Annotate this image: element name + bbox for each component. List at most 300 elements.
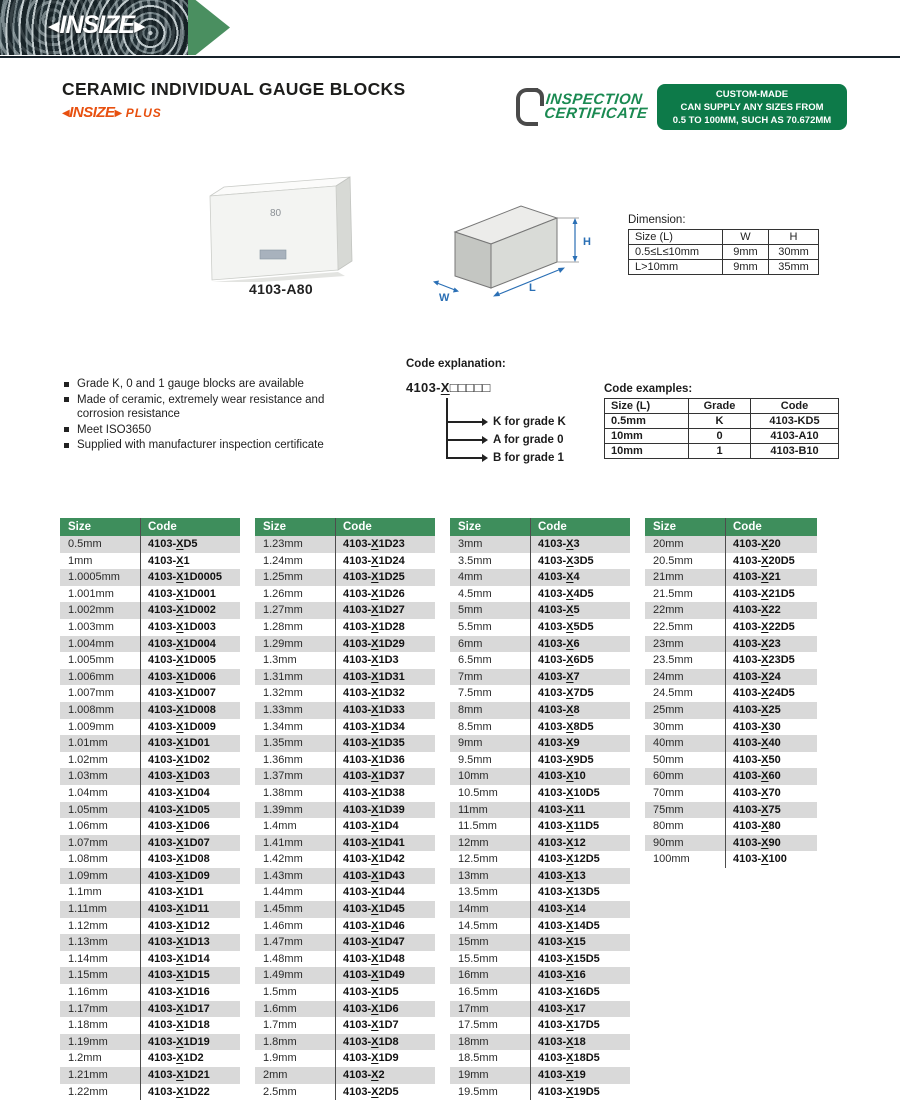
dim-l-label: L bbox=[529, 282, 536, 294]
code-cell: 4103-X5D5 bbox=[530, 619, 630, 636]
size-cell: 7mm bbox=[458, 670, 483, 683]
size-code-row bbox=[60, 553, 240, 570]
size-code-row bbox=[60, 536, 240, 553]
size-code-row bbox=[450, 586, 630, 603]
code-cell: 4103-X18 bbox=[530, 1034, 630, 1051]
code-cell: 4103-X1 bbox=[140, 553, 240, 570]
size-cell: 1.43mm bbox=[263, 869, 303, 882]
size-cell: 1.34mm bbox=[263, 720, 303, 733]
code-cell: 4103-X1D1 bbox=[140, 884, 240, 901]
size-code-row bbox=[255, 851, 435, 868]
size-code-row bbox=[645, 586, 817, 603]
size-cell: 100mm bbox=[653, 853, 690, 866]
code-cell: 4103-X19D5 bbox=[530, 1084, 630, 1101]
size-code-row bbox=[645, 851, 817, 868]
code-cell: 4103-X1D4 bbox=[335, 818, 435, 835]
size-code-row bbox=[60, 735, 240, 752]
code-cell: 4103-X23D5 bbox=[725, 652, 817, 669]
size-cell: 1.44mm bbox=[263, 886, 303, 899]
size-cell: 1.42mm bbox=[263, 853, 303, 866]
column-header: Size (L) bbox=[605, 399, 689, 414]
code-cell: 4103-X1D37 bbox=[335, 768, 435, 785]
code-cell: 4103-X1D43 bbox=[335, 868, 435, 885]
size-cell: 0.5mm bbox=[68, 538, 102, 550]
code-cell: 4103-X1D11 bbox=[140, 901, 240, 918]
size-code-row bbox=[255, 785, 435, 802]
code-cell: 4103-X1D45 bbox=[335, 901, 435, 918]
table-row: 10mm 0 4103-A10 bbox=[605, 429, 839, 444]
code-cell: 4103-X1D13 bbox=[140, 934, 240, 951]
size-code-row bbox=[60, 719, 240, 736]
size-code-row bbox=[255, 619, 435, 636]
feature-item: Supplied with manufacturer inspection certificate bbox=[64, 438, 366, 453]
size-code-row bbox=[450, 1050, 630, 1067]
size-code-row bbox=[255, 685, 435, 702]
size-code-row bbox=[450, 735, 630, 752]
size-code-row bbox=[60, 602, 240, 619]
size-code-row bbox=[60, 851, 240, 868]
size-code-row bbox=[60, 702, 240, 719]
legend-branch: A for grade 0 bbox=[446, 434, 564, 446]
code-cell: 4103-X1D24 bbox=[335, 553, 435, 570]
code-cell: 4103-X1D25 bbox=[335, 569, 435, 586]
size-code-row bbox=[450, 569, 630, 586]
code-cell: 4103-X1D32 bbox=[335, 685, 435, 702]
size-code-row bbox=[450, 619, 630, 636]
table-row: 0.5≤L≤10mm 9mm 30mm bbox=[629, 245, 819, 260]
size-cell: 1.11mm bbox=[68, 903, 107, 916]
arrow-right-icon bbox=[482, 418, 488, 426]
size-cell: 1.16mm bbox=[68, 986, 108, 999]
size-cell: 1.005mm bbox=[68, 654, 114, 667]
feature-list bbox=[64, 377, 366, 454]
column-header: W bbox=[723, 230, 769, 245]
size-code-row bbox=[255, 967, 435, 984]
size-code-row bbox=[645, 536, 817, 553]
code-cell: 4103-X6 bbox=[530, 636, 630, 653]
size-cell: 13.5mm bbox=[458, 886, 498, 899]
size-code-row bbox=[60, 1001, 240, 1018]
size-code-row bbox=[450, 636, 630, 653]
size-cell: 21.5mm bbox=[653, 587, 693, 600]
code-cell: 4103-X11 bbox=[530, 802, 630, 819]
size-cell: 14.5mm bbox=[458, 919, 498, 932]
size-cell: 1.009mm bbox=[68, 720, 114, 733]
size-cell: 1.001mm bbox=[68, 587, 114, 600]
size-cell: 6mm bbox=[458, 637, 483, 650]
size-cell: 50mm bbox=[653, 753, 684, 766]
size-cell: 24mm bbox=[653, 670, 684, 683]
size-code-row bbox=[255, 835, 435, 852]
size-cell: 6.5mm bbox=[458, 654, 492, 667]
size-cell: 1.4mm bbox=[263, 820, 297, 833]
code-cell: 4103-X2 bbox=[335, 1067, 435, 1084]
size-code-row bbox=[60, 918, 240, 935]
size-cell: 10.5mm bbox=[458, 786, 498, 799]
size-cell: 22.5mm bbox=[653, 620, 693, 633]
table-header: Size Code bbox=[645, 518, 817, 536]
size-code-row bbox=[60, 685, 240, 702]
size-code-row bbox=[60, 1067, 240, 1084]
size-cell: 21mm bbox=[653, 571, 684, 584]
size-code-row bbox=[255, 536, 435, 553]
size-cell: 1.04mm bbox=[68, 786, 108, 799]
size-cell: 13mm bbox=[458, 869, 489, 882]
code-cell: 4103-X3D5 bbox=[530, 553, 630, 570]
size-cell: 1.008mm bbox=[68, 703, 114, 716]
size-code-row bbox=[450, 918, 630, 935]
size-cell: 11.5mm bbox=[458, 820, 497, 833]
size-code-row bbox=[450, 802, 630, 819]
code-cell: 4103-X1D02 bbox=[140, 752, 240, 769]
size-cell: 1.38mm bbox=[263, 786, 303, 799]
code-cell: 4103-X1D007 bbox=[140, 685, 240, 702]
code-cell: 4103-X1D009 bbox=[140, 719, 240, 736]
size-cell: 1.25mm bbox=[263, 571, 303, 584]
size-code-row bbox=[255, 818, 435, 835]
size-code-row bbox=[255, 1050, 435, 1067]
size-code-row bbox=[450, 934, 630, 951]
size-code-row bbox=[450, 967, 630, 984]
certificate-bracket-icon bbox=[516, 88, 538, 126]
insize-plus-logo bbox=[62, 104, 162, 121]
size-code-row bbox=[60, 636, 240, 653]
size-cell: 18mm bbox=[458, 1035, 489, 1048]
code-explanation bbox=[406, 358, 621, 468]
size-code-row bbox=[255, 1034, 435, 1051]
size-cell: 17.5mm bbox=[458, 1019, 498, 1032]
size-code-table-1 bbox=[60, 518, 240, 1100]
size-code-row bbox=[450, 702, 630, 719]
leader-line bbox=[446, 398, 448, 458]
size-code-row bbox=[450, 818, 630, 835]
size-code-row bbox=[255, 1017, 435, 1034]
code-cell: 4103-X1D26 bbox=[335, 586, 435, 603]
code-examples-table bbox=[604, 398, 839, 459]
code-cell: 4103-X10 bbox=[530, 768, 630, 785]
code-cell: 4103-X16 bbox=[530, 967, 630, 984]
size-cell: 2.5mm bbox=[263, 1085, 297, 1098]
size-code-row bbox=[60, 984, 240, 1001]
size-cell: 1.47mm bbox=[263, 936, 303, 949]
column-header: H bbox=[769, 230, 819, 245]
size-cell: 70mm bbox=[653, 786, 684, 799]
code-cell: 4103-X20 bbox=[725, 536, 817, 553]
size-cell: 1.3mm bbox=[263, 654, 297, 667]
code-cell: 4103-X70 bbox=[725, 785, 817, 802]
code-cell: 4103-X50 bbox=[725, 752, 817, 769]
size-cell: 20.5mm bbox=[653, 554, 693, 567]
size-cell: 8.5mm bbox=[458, 720, 492, 733]
code-cell: 4103-X1D22 bbox=[140, 1084, 240, 1101]
size-cell: 3.5mm bbox=[458, 554, 492, 567]
size-code-row bbox=[255, 1084, 435, 1101]
size-cell: 19mm bbox=[458, 1069, 489, 1081]
size-code-row bbox=[450, 768, 630, 785]
code-cell: 4103-X17D5 bbox=[530, 1017, 630, 1034]
size-cell: 1.05mm bbox=[68, 803, 108, 816]
column-header: Grade bbox=[689, 399, 751, 414]
size-cell: 1.14mm bbox=[68, 952, 108, 965]
size-code-row bbox=[255, 553, 435, 570]
size-code-row bbox=[645, 669, 817, 686]
feature-item: Grade K, 0 and 1 gauge blocks are available bbox=[64, 377, 366, 392]
code-cell: 4103-X18D5 bbox=[530, 1050, 630, 1067]
code-cell: 4103-X8 bbox=[530, 702, 630, 719]
legend-branch: B for grade 1 bbox=[446, 452, 564, 464]
size-cell: 16mm bbox=[458, 969, 489, 982]
code-cell: 4103-X1D5 bbox=[335, 984, 435, 1001]
size-code-row bbox=[645, 636, 817, 653]
code-cell: 4103-X1D41 bbox=[335, 835, 435, 852]
code-cell: 4103-X21 bbox=[725, 569, 817, 586]
block-label-sticker bbox=[260, 250, 286, 259]
size-code-row bbox=[255, 752, 435, 769]
code-cell: 4103-X1D003 bbox=[140, 619, 240, 636]
size-cell: 22mm bbox=[653, 604, 684, 617]
legend-branch: K for grade K bbox=[446, 416, 566, 428]
code-cell: 4103-X1D36 bbox=[335, 752, 435, 769]
size-cell: 23mm bbox=[653, 637, 684, 650]
code-cell: 4103-X11D5 bbox=[530, 818, 630, 835]
size-cell: 1.41mm bbox=[263, 836, 303, 849]
size-code-row bbox=[60, 967, 240, 984]
size-code-row bbox=[450, 1067, 630, 1084]
size-cell: 1.2mm bbox=[68, 1052, 102, 1065]
size-code-row bbox=[60, 785, 240, 802]
column-header: Size (L) bbox=[629, 230, 723, 245]
size-code-row bbox=[645, 685, 817, 702]
code-cell: 4103-X1D46 bbox=[335, 918, 435, 935]
code-cell: 4103-X1D16 bbox=[140, 984, 240, 1001]
page-title: CERAMIC INDIVIDUAL GAUGE BLOCKS bbox=[62, 79, 406, 99]
size-code-row bbox=[645, 735, 817, 752]
code-cell: 4103-X1D27 bbox=[335, 602, 435, 619]
table-header: Size Code bbox=[450, 518, 630, 536]
size-cell: 1.23mm bbox=[263, 538, 303, 550]
code-cell: 4103-X1D3 bbox=[335, 652, 435, 669]
size-cell: 5.5mm bbox=[458, 620, 492, 633]
size-code-row bbox=[450, 951, 630, 968]
code-cell: 4103-X20D5 bbox=[725, 553, 817, 570]
product-model-code: 4103-A80 bbox=[249, 281, 313, 297]
size-cell: 14mm bbox=[458, 903, 489, 916]
inspection-certificate-text: INSPECTION CERTIFICATE bbox=[543, 91, 649, 122]
code-cell: 4103-X1D44 bbox=[335, 884, 435, 901]
size-code-row bbox=[60, 652, 240, 669]
code-cell: 4103-X1D34 bbox=[335, 719, 435, 736]
size-code-row bbox=[255, 1067, 435, 1084]
size-cell: 10mm bbox=[458, 770, 489, 783]
size-code-row bbox=[450, 719, 630, 736]
size-code-row bbox=[60, 802, 240, 819]
size-cell: 16.5mm bbox=[458, 986, 498, 999]
size-cell: 1.17mm bbox=[68, 1002, 108, 1015]
size-code-row bbox=[255, 586, 435, 603]
size-code-row bbox=[450, 851, 630, 868]
code-cell: 4103-X6D5 bbox=[530, 652, 630, 669]
size-code-row bbox=[60, 1034, 240, 1051]
size-code-row bbox=[645, 752, 817, 769]
code-cell: 4103-X1D8 bbox=[335, 1034, 435, 1051]
size-code-row bbox=[645, 768, 817, 785]
gauge-block-photo bbox=[198, 170, 428, 282]
block-front-face bbox=[210, 186, 338, 280]
size-code-row bbox=[645, 702, 817, 719]
code-cell: 4103-X1D09 bbox=[140, 868, 240, 885]
code-cell: 4103-X21D5 bbox=[725, 586, 817, 603]
size-cell: 1.7mm bbox=[263, 1019, 297, 1032]
size-cell: 23.5mm bbox=[653, 654, 693, 667]
size-cell: 1.33mm bbox=[263, 703, 303, 716]
size-cell: 75mm bbox=[653, 803, 684, 816]
column-header: Code bbox=[751, 399, 839, 414]
size-code-row bbox=[645, 785, 817, 802]
size-cell: 1.06mm bbox=[68, 820, 108, 833]
code-cell: 4103-X22D5 bbox=[725, 619, 817, 636]
logo-left-arrow-icon bbox=[48, 11, 60, 39]
size-cell: 1.02mm bbox=[68, 753, 108, 766]
size-code-row bbox=[255, 735, 435, 752]
size-cell: 1.1mm bbox=[68, 886, 102, 899]
code-cell: 4103-X1D001 bbox=[140, 586, 240, 603]
size-cell: 1.09mm bbox=[68, 869, 108, 882]
code-cell: 4103-X30 bbox=[725, 719, 817, 736]
code-cell: 4103-X1D49 bbox=[335, 967, 435, 984]
size-code-table-2 bbox=[255, 518, 435, 1100]
size-cell: 1.08mm bbox=[68, 853, 108, 866]
size-code-row bbox=[450, 984, 630, 1001]
code-cell: 4103-X10D5 bbox=[530, 785, 630, 802]
block-size-marking: 80 bbox=[270, 208, 282, 219]
size-cell: 1mm bbox=[68, 554, 93, 567]
feature-item: Meet ISO3650 bbox=[64, 423, 366, 438]
size-code-table-3 bbox=[450, 518, 630, 1100]
size-code-row bbox=[450, 553, 630, 570]
size-code-row bbox=[60, 569, 240, 586]
size-code-row bbox=[60, 768, 240, 785]
size-code-row bbox=[450, 785, 630, 802]
code-cell: 4103-X1D12 bbox=[140, 918, 240, 935]
code-cell: 4103-X1D21 bbox=[140, 1067, 240, 1084]
code-cell: 4103-X100 bbox=[725, 851, 817, 868]
size-cell: 1.006mm bbox=[68, 670, 114, 683]
size-cell: 9mm bbox=[458, 737, 483, 750]
code-cell: 4103-X1D15 bbox=[140, 967, 240, 984]
size-cell: 1.003mm bbox=[68, 620, 114, 633]
size-code-row bbox=[255, 868, 435, 885]
size-cell: 1.03mm bbox=[68, 770, 108, 783]
size-cell: 1.27mm bbox=[263, 604, 303, 617]
size-code-row bbox=[255, 569, 435, 586]
size-code-row bbox=[60, 901, 240, 918]
code-cell: 4103-X90 bbox=[725, 835, 817, 852]
size-code-row bbox=[450, 536, 630, 553]
size-code-row bbox=[255, 719, 435, 736]
size-code-row bbox=[450, 868, 630, 885]
table-row: 10mm 1 4103-B10 bbox=[605, 444, 839, 459]
size-code-row bbox=[255, 636, 435, 653]
size-code-row bbox=[255, 652, 435, 669]
size-code-row bbox=[60, 619, 240, 636]
size-code-row bbox=[645, 569, 817, 586]
size-cell: 1.07mm bbox=[68, 836, 108, 849]
code-cell: 4103-X1D14 bbox=[140, 951, 240, 968]
block-side-face bbox=[336, 177, 352, 270]
size-code-row bbox=[450, 685, 630, 702]
table-header: Size Code bbox=[255, 518, 435, 536]
arrow-right-icon bbox=[482, 454, 488, 462]
size-code-row bbox=[450, 1034, 630, 1051]
table-row: L>10mm 9mm 35mm bbox=[629, 260, 819, 275]
size-code-row bbox=[255, 934, 435, 951]
size-code-row bbox=[255, 602, 435, 619]
size-cell: 30mm bbox=[653, 720, 684, 733]
dimension-table bbox=[628, 229, 819, 275]
code-cell: 4103-X1D6 bbox=[335, 1001, 435, 1018]
code-cell: 4103-X1D008 bbox=[140, 702, 240, 719]
size-cell: 1.8mm bbox=[263, 1035, 297, 1048]
size-cell: 1.39mm bbox=[263, 803, 303, 816]
feature-item: Made of ceramic, extremely wear resistance and corrosion resistance bbox=[64, 393, 366, 422]
code-cell: 4103-X1D47 bbox=[335, 934, 435, 951]
size-code-row bbox=[255, 669, 435, 686]
code-cell: 4103-X1D0005 bbox=[140, 569, 240, 586]
size-cell: 12mm bbox=[458, 836, 489, 849]
size-cell: 1.9mm bbox=[263, 1052, 297, 1065]
size-code-row bbox=[450, 752, 630, 769]
code-cell: 4103-X1D29 bbox=[335, 636, 435, 653]
size-cell: 12.5mm bbox=[458, 853, 498, 866]
code-cell: 4103-X9D5 bbox=[530, 752, 630, 769]
size-cell: 1.01mm bbox=[68, 737, 108, 750]
arrow-right-icon bbox=[482, 436, 488, 444]
code-cell: 4103-X1D48 bbox=[335, 951, 435, 968]
size-cell: 1.45mm bbox=[263, 903, 303, 916]
size-cell: 2mm bbox=[263, 1069, 288, 1081]
code-cell: 4103-X1D23 bbox=[335, 536, 435, 553]
code-cell: 4103-X19 bbox=[530, 1067, 630, 1084]
size-code-row bbox=[255, 702, 435, 719]
size-cell: 1.5mm bbox=[263, 986, 297, 999]
size-code-row bbox=[645, 719, 817, 736]
size-code-row bbox=[60, 1084, 240, 1101]
code-cell: 4103-X12D5 bbox=[530, 851, 630, 868]
code-cell: 4103-X1D38 bbox=[335, 785, 435, 802]
size-cell: 4mm bbox=[458, 571, 483, 584]
size-code-row bbox=[450, 602, 630, 619]
size-cell: 1.6mm bbox=[263, 1002, 297, 1015]
code-cell: 4103-X1D18 bbox=[140, 1017, 240, 1034]
size-code-row bbox=[255, 1001, 435, 1018]
code-cell: 4103-X1D01 bbox=[140, 735, 240, 752]
code-cell: 4103-X1D06 bbox=[140, 818, 240, 835]
code-explanation-label: Code explanation: bbox=[406, 358, 506, 370]
code-cell: 4103-X60 bbox=[725, 768, 817, 785]
logo-right-arrow-icon bbox=[115, 104, 122, 121]
code-cell: 4103-X24 bbox=[725, 669, 817, 686]
size-cell: 1.18mm bbox=[68, 1019, 108, 1032]
size-code-row bbox=[450, 835, 630, 852]
dimension-table-label: Dimension: bbox=[628, 214, 686, 226]
size-cell: 1.29mm bbox=[263, 637, 303, 650]
logo-text: INSIZE bbox=[69, 104, 115, 121]
size-code-row bbox=[645, 652, 817, 669]
size-cell: 1.31mm bbox=[263, 670, 303, 683]
size-code-row bbox=[60, 934, 240, 951]
size-cell: 1.004mm bbox=[68, 637, 114, 650]
code-cell: 4103-X1D08 bbox=[140, 851, 240, 868]
